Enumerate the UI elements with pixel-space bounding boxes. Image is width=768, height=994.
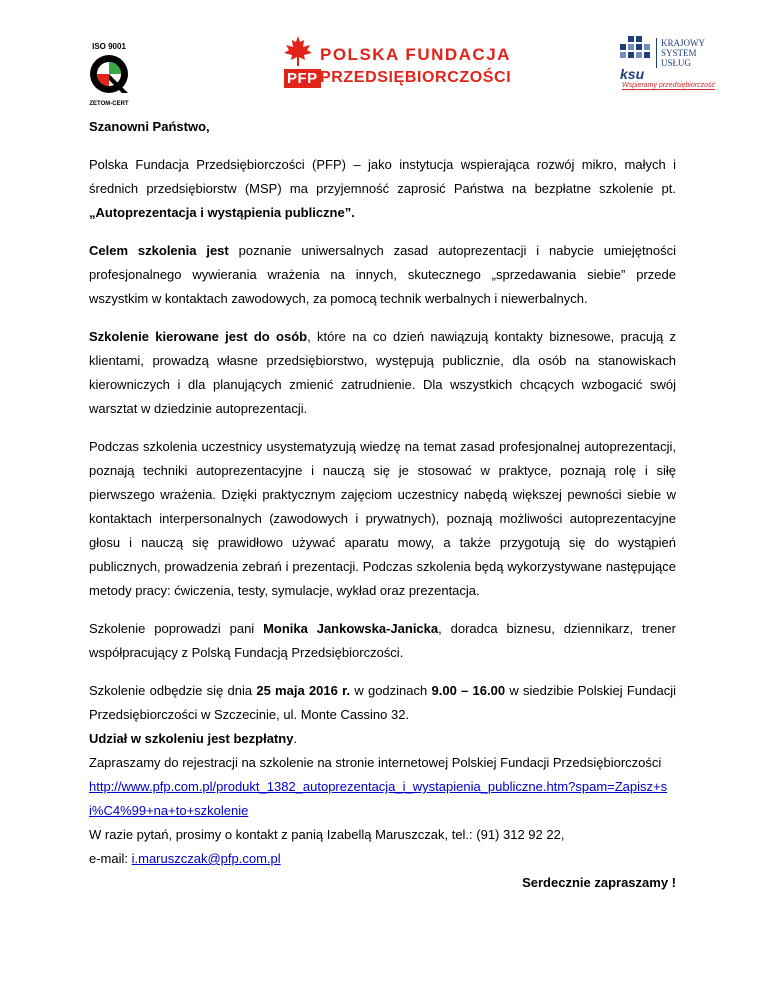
- greeting: Szanowni Państwo,: [89, 119, 210, 134]
- ksu-grid-icon: [620, 36, 652, 64]
- training-date: 25 maja 2016 r.: [256, 683, 351, 698]
- iso-label: ISO 9001: [92, 42, 126, 51]
- training-hours: 9.00 – 16.00: [431, 683, 506, 698]
- ksu-tagline: Wspieramy przedsiębiorczość: [622, 82, 715, 89]
- pfp-logo: [284, 36, 514, 90]
- intro-paragraph: Polska Fundacja Przedsiębiorczości (PFP) – jako instytucja wspierająca rozwój mikro, małych i średnich przedsiębiorstw (MSP) ma przyjemność zaprosić Państwa na bezpłatne szkolenie pt. „Autoprezentacja i wystąpienia publiczne”.: [89, 157, 676, 220]
- training-title: „Autoprezentacja i wystąpienia publiczne”.: [89, 205, 355, 220]
- ksu-name-line2: SYSTEM: [661, 48, 697, 58]
- trainer-paragraph: Szkolenie poprowadzi pani Monika Jankowska-Janicka, doradca biznesu, dziennikarz, trener współpracujący z Polską Fundacją Przedsiębiorczości.: [89, 621, 676, 660]
- maple-leaf-icon: [284, 36, 312, 66]
- trainer-name: Monika Jankowska-Janicka: [263, 621, 439, 636]
- pfp-name-line1: POLSKA FUNDACJA: [320, 45, 511, 64]
- closing: Serdecznie zapraszamy !: [522, 875, 676, 890]
- registration-link[interactable]: http://www.pfp.com.pl/produkt_1382_autoprezentacja_i_wystapienia_publiczne.htm?spam=Zapisz+si%C4%99+na+to+szkolenie: [89, 779, 668, 818]
- registration-link-line: [89, 775, 676, 823]
- goal-paragraph: Celem szkolenia jest poznanie uniwersalnych zasad autoprezentacji i nabycie umiejętności profesjonalnego wywierania wrażenia na innych, skutecznego „sprzedawania siebie” przede wszystkim w kontaktach zawodowych, za pomocą technik werbalnych i niewerbalnych.: [89, 243, 676, 306]
- free-participation: Udział w szkoleniu jest bezpłatny.: [89, 731, 298, 746]
- contact-text: W razie pytań, prosimy o kontakt z panią Izabellą Maruszczak, tel.: (91) 312 92 22,: [89, 827, 565, 842]
- date-paragraph: Szkolenie odbędzie się dnia 25 maja 2016 r. w godzinach 9.00 – 16.00 w siedzibie Polskiej Fundacji Przedsiębiorczości w Szczecinie, ul. Monte Cassino 32.: [89, 683, 676, 722]
- pfp-abbreviation: PFP: [284, 69, 321, 88]
- ksu-name: [656, 38, 705, 68]
- audience-paragraph: Szkolenie kierowane jest do osób, które na co dzień nawiązują kontakty biznesowe, pracują z klientami, prowadzą własne przedsiębiorstwo, występują publicznie, dla osób na stanowiskach kierowniczych i dla planujących zmienić zatrudnienie. Dla wszystkich chcących wzbogacić swój warsztat w dziedzinie autoprezentacji.: [89, 329, 676, 416]
- ksu-abbreviation: ksu: [620, 66, 645, 82]
- letterhead: [0, 30, 768, 107]
- letter-body: [89, 115, 676, 895]
- zetom-cert-icon: [88, 53, 130, 95]
- zetom-cert-label: ZETOM-CERT: [89, 101, 129, 107]
- ksu-name-line1: KRAJOWY: [661, 38, 705, 48]
- iso-certificate-logo: [84, 42, 134, 107]
- ksu-logo: [620, 36, 720, 96]
- program-paragraph: Podczas szkolenia uczestnicy usystematyzują wiedzę na temat zasad profesjonalnej autoprezentacji, poznają techniki autoprezentacyjne i nauczą się je stosować w praktyce, poznają rolę i siłę pierwszego wrażenia. Dzięki praktycznym zajęciom uczestnicy nabędą większej pewności siebie w kontaktach interpersonalnych (zawodowych i prywatnych), poznają możliwości autoprezentacyjne głosu i nauczą się prawidłowo używać aparatu mowy, a także przygotują się do wystąpień publicznych, prowadzenia zebrań i prezentacji. Podczas szkolenia będą wykorzystywane następujące metody pracy: ćwiczenia, testy, symulacje, wykład oraz prezentacja.: [89, 439, 676, 598]
- email-line: e-mail: i.maruszczak@pfp.com.pl: [89, 851, 281, 866]
- pfp-name-line2: PRZEDSIĘBIORCZOŚCI: [320, 69, 512, 86]
- registration-text: Zapraszamy do rejestracji na szkolenie na stronie internetowej Polskiej Fundacji Przedsiębiorczości: [89, 755, 662, 770]
- ksu-name-line3: USŁUG: [661, 58, 692, 68]
- email-link[interactable]: i.maruszczak@pfp.com.pl: [131, 851, 281, 866]
